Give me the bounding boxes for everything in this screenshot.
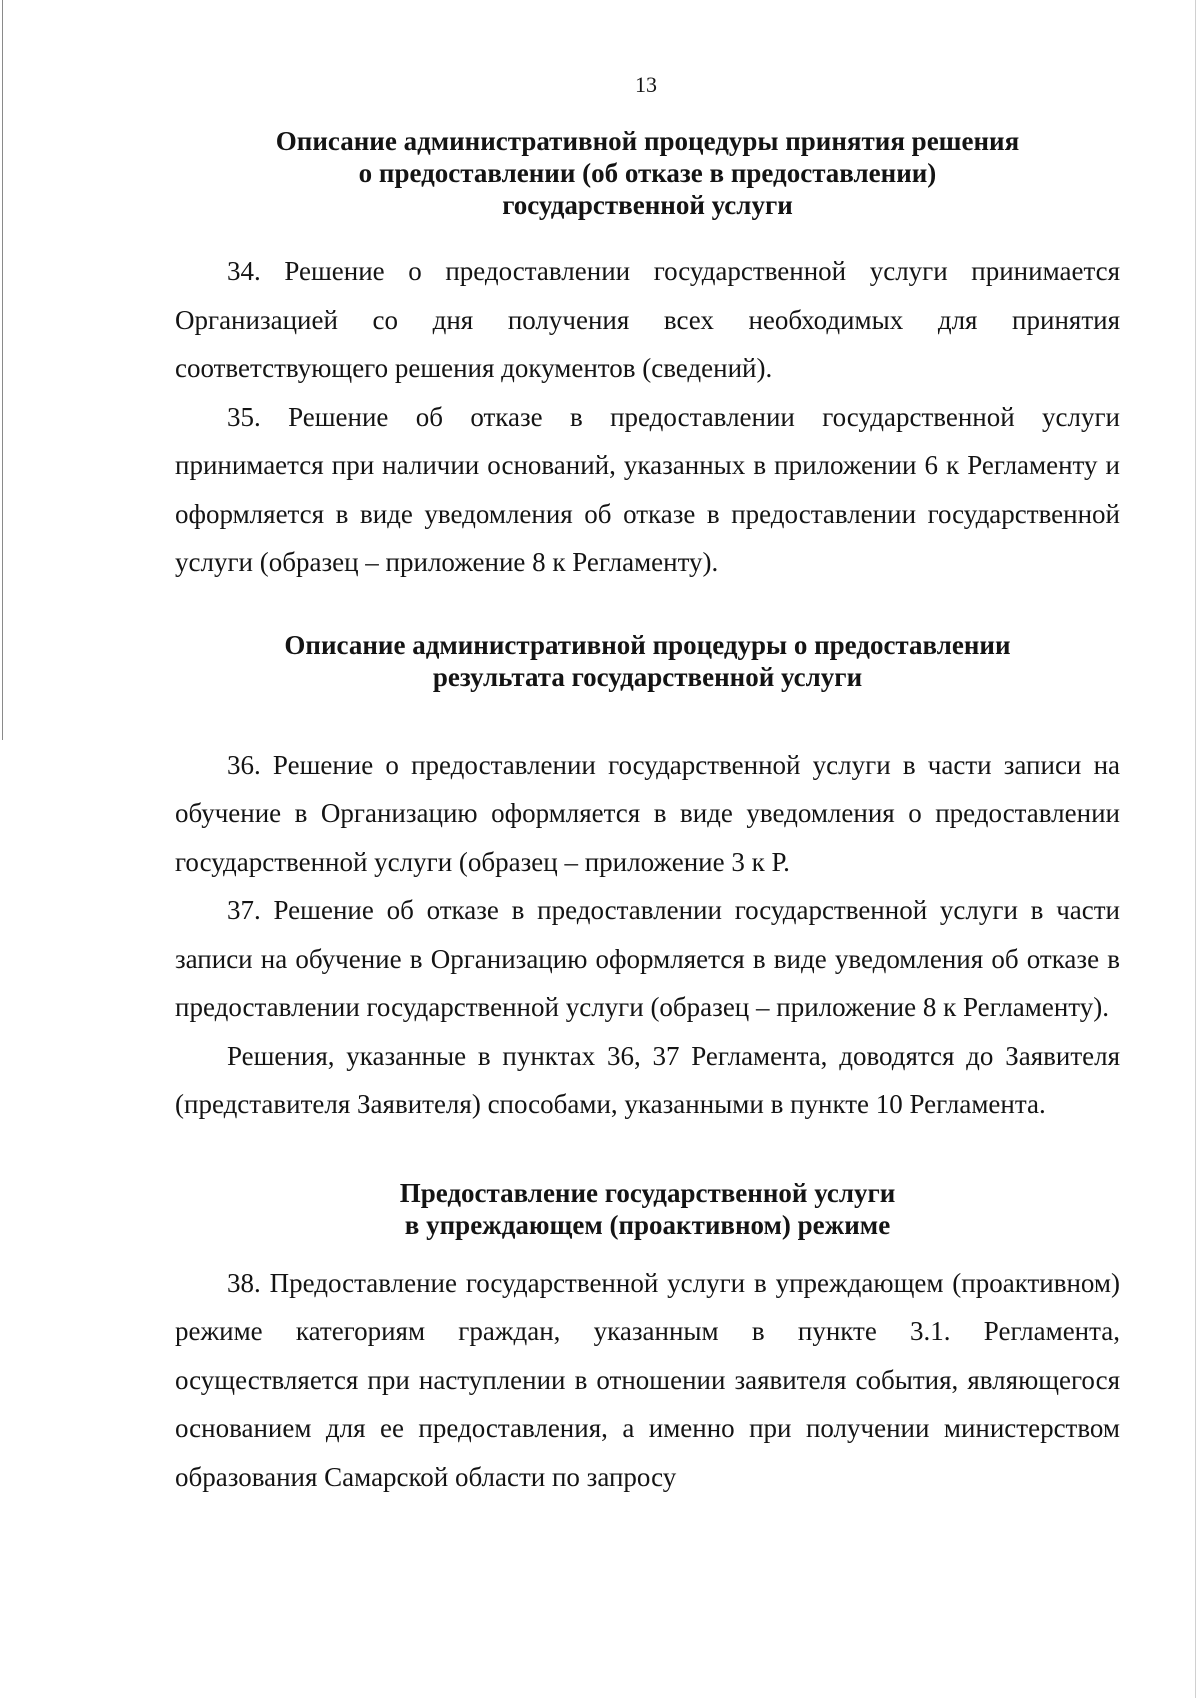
heading-line: Описание административной процедуры принятия решения: [275, 126, 1020, 156]
section-heading-proactive: [175, 1177, 1120, 1241]
section-heading-result: [175, 629, 1120, 693]
paragraph-36: 36. Решение о предоставлении государственной услуги в части записи на обучение в Организацию оформляется в виде уведомления о предоставлении государственной услуги (образец – приложение 3 к Р.: [175, 749, 1120, 877]
paragraph-37: 37. Решение об отказе в предоставлении государственной услуги в части записи на обучение в Организацию оформляется в виде уведомления об отказе в предоставлении государственной услуги (образец – приложение 8 к Регламенту).: [175, 895, 1120, 1022]
section-heading-decision: [175, 125, 1120, 221]
heading-line: в упреждающем (проактивном) режиме: [404, 1209, 891, 1240]
heading-line: результата государственной услуги: [432, 661, 863, 692]
heading-line: о предоставлении (об отказе в предоставлении): [358, 158, 937, 188]
paragraph-38: 38. Предоставление государственной услуги в упреждающем (проактивном) режиме категориям граждан, указанным в пункте 3.1. Регламента, осуществляется при наступлении в отношении заявителя события, являющегося основанием для ее предоставления, а именно при получении министерством образования Самарской области по запросу: [175, 1267, 1120, 1492]
scan-edge-left: [2, 0, 3, 740]
heading-line: Описание административной процедуры о предоставлении: [284, 629, 1011, 660]
document-body: [175, 125, 1120, 1501]
paragraph-34: 34. Решение о предоставлении государственной услуги принимается Организацией со дня получения всех необходимых для принятия соответствующего решения документов (сведений).: [175, 256, 1120, 383]
paragraph-decisions: Решения, указанные в пунктах 36, 37 Регламента, доводятся до Заявителя (представителя Заявителя) способами, указанными в пункте 10 Регламента.: [175, 1040, 1120, 1119]
paragraph-35: 35. Решение об отказе в предоставлении государственной услуги принимается при наличии оснований, указанных в приложении 6 к Регламенту и оформляется в виде уведомления об отказе в предоставлении государственной услуги (образец – приложение 8 к Регламенту).: [175, 401, 1120, 577]
heading-line: Предоставление государственной услуги: [399, 1177, 896, 1208]
scan-edge-right: [1195, 0, 1196, 1698]
heading-line: государственной услуги: [502, 190, 793, 220]
page-number: 13: [635, 72, 657, 97]
